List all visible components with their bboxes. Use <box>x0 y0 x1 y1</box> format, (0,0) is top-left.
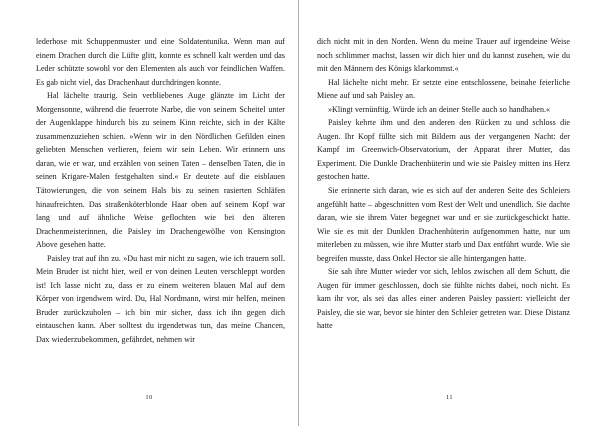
paragraph: Paisley kehrte ihm und den anderen den Rücken zu und schloss die Augen. Ihr Kopf füllte sich mit Bildern aus der vergangenen Nacht: der Kampf im Greenwich-Observatorium, der Apparat ihrer Mutter, das Experiment. Die Dunkle Drachenhüterin und wie sie Paisley mitten ins Herz gestochen hatte. <box>317 118 570 182</box>
page-number-left: 10 <box>145 394 153 401</box>
page-left <box>0 0 299 426</box>
page-right <box>299 0 600 426</box>
page-right-textblock <box>317 35 570 333</box>
paragraph: »Klingt vernünftig. Würde ich an deiner Stelle auch so handhaben.« <box>328 104 551 114</box>
paragraph: dich nicht mit in den Norden. Wenn du meine Trauer auf irgendeine Weise noch schlimmer machst, lassen wir dich hier und du kannst zusehen, wie du mit den Männern des Königs klarkommst.« <box>317 37 570 74</box>
page-number-right: 11 <box>446 394 453 401</box>
paragraph: lederhose mit Schuppenmuster und eine Soldatentunika. Wenn man auf einem Drachen durch die Lüfte glitt, konnte es schnell kalt werden und das Leder schützte sowohl vor den Elementen als auch vor feindlichen Waffen. Es gab nicht viel, das Drachenhaut durchdringen konnte. <box>36 37 285 87</box>
paragraph: Hal lächelte traurig. Sein verbliebenes Auge glänzte im Licht der Morgensonne, während die feuerrote Narbe, die von seinem Scheitel unter der Augenklappe hindurch bis zu seinem Kinn reichte, sich in der Kälte zusammenzuziehen schien. »Wenn wir in den Nördlichen Gefilden einen geliebten Menschen verlieren, feiern wir sein Leben. Wir erinnern uns daran, wie er war, und erzählen von seinen Taten – denselben Taten, die in seinen Krigare-Malen festgehalten sind.« Er deutete auf die eisblauen Tätowierungen, die von seinem Hals bis zu seinen rasierten Schläfen hinaufreichten. Das straßenköterblonde Haar oben auf seinem Kopf war lang und auf ähnliche Weise geflochten wie bei den älteren Drachenmeisterinnen, die Paisley im Drachengewölbe von Kensington Above gesehen hatte. <box>36 91 285 250</box>
page-left-textblock <box>36 35 285 347</box>
paragraph: Paisley trat auf ihn zu. »Du hast mir nicht zu sagen, wie ich trauern soll. Mein Bruder ist nicht hier, weil er von deinen Leuten verschleppt worden ist! Ich lasse nicht zu, dass er zu einem weiteren blauen Mal auf dem Körper von irgendwem wird. Du, Hal Nordmann, wirst mir helfen, meinen Bruder zurückzuholen – ich bin mir sicher, dass ich ihn gegen dich eintauschen kann. Aber solltest du irgendetwas tun, das meine Chancen, Dax wiederzubekommen, gefährdet, nehmen wir <box>36 253 285 345</box>
paragraph: Sie erinnerte sich daran, wie es sich auf der anderen Seite des Schleiers angefühlt hatte – abgeschnitten vom Rest der Welt und unendlich. Sie dachte daran, wie sie ihrem Vater begegnet war und er sie zurückgeschickt hatte. Wie sie es mit der Dunklen Drachenhüterin aufgenommen hatte, nur um miterleben zu müssen, wie ihre Mutter starb und Dax entführt wurde. Wie sie begreifen musste, dass Onkel Hector sie alle hintergangen hatte. <box>317 186 570 263</box>
paragraph: Sie sah ihre Mutter wieder vor sich, leblos zwischen all dem Schutt, die Augen für immer geschlossen, doch sie fühlte nichts dabei, noch nicht. Es kam ihr vor, als sei das alles einer anderen Paisley passiert: vielleicht der Paisley, die sie war, bevor sie hinter den Schleier getreten war. Diese Distanz hatte <box>317 267 570 331</box>
paragraph: Hal lächelte nicht mehr. Er setzte eine entschlossene, beinahe feierliche Miene auf und sah Paisley an. <box>317 77 570 101</box>
